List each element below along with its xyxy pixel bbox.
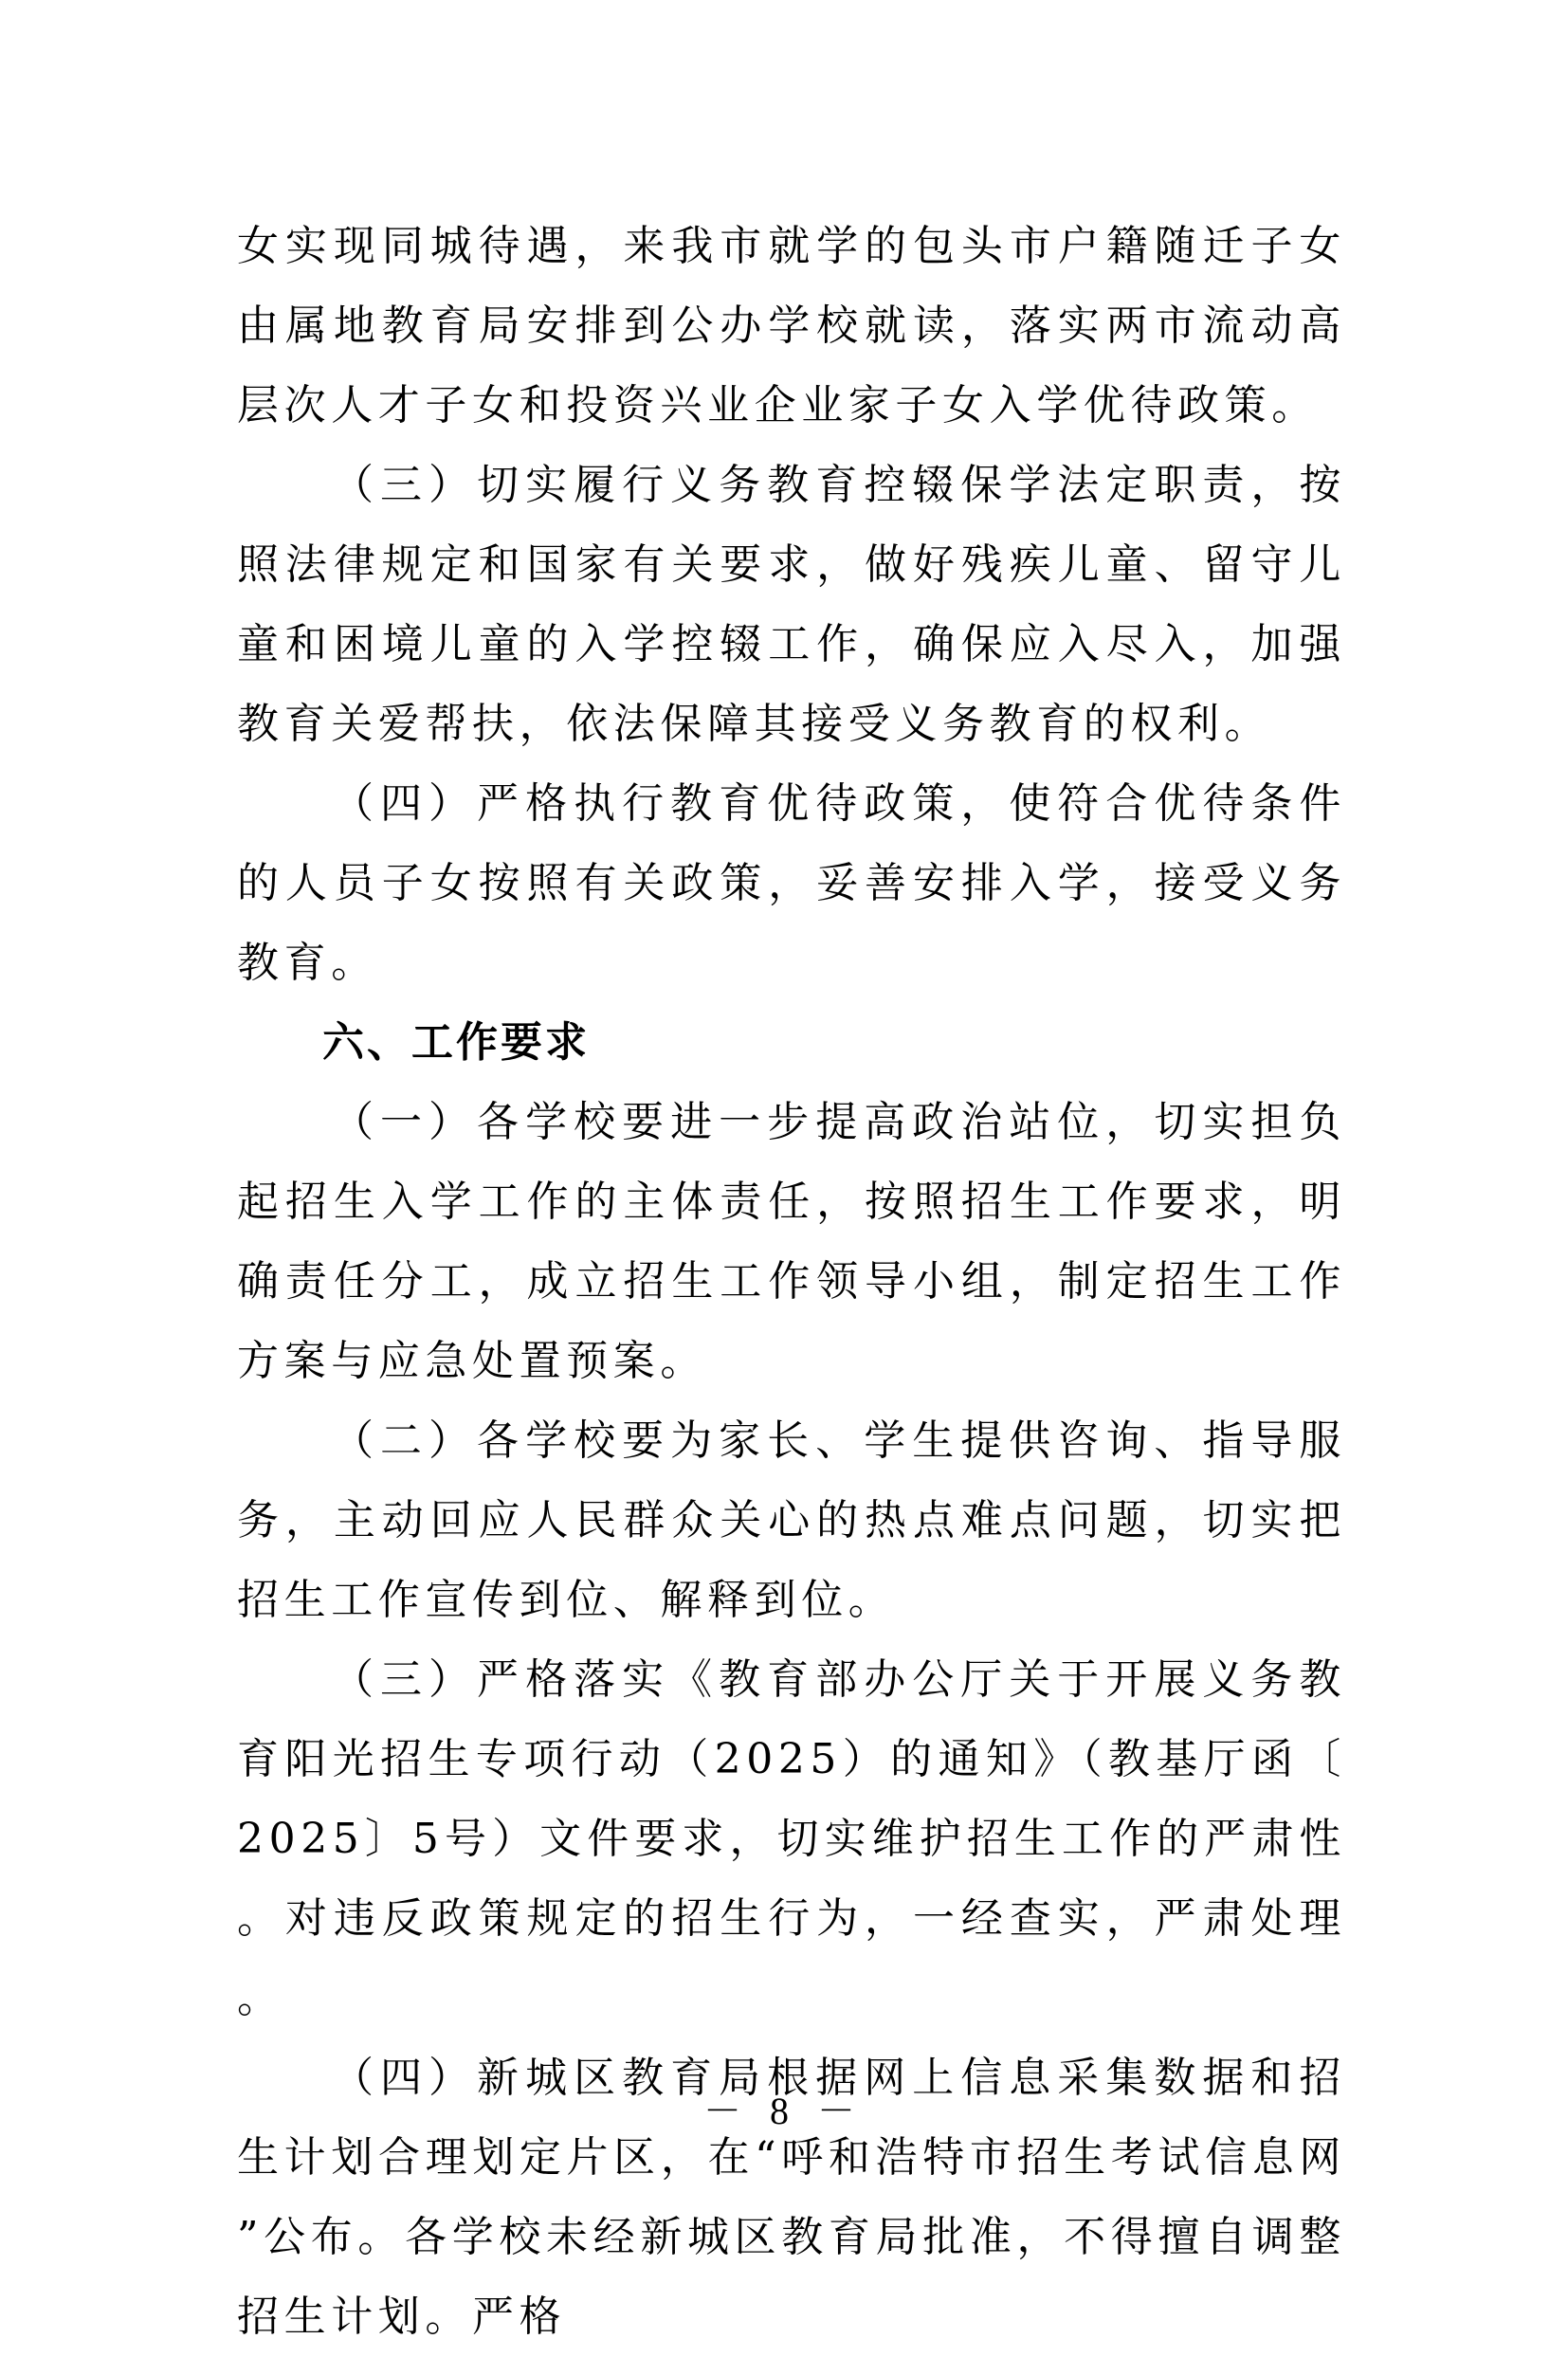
document-body: [237, 207, 1346, 2357]
paragraph-item-3-dropout-control: （三）切实履行义务教育控辍保学法定职责，按照法律规定和国家有关要求，做好残疾儿童、留守儿童和困境儿童的入学控辍工作，确保应入尽入，加强教育关爱帮扶，依法保障其接受义务教育的权利。: [237, 461, 1346, 748]
page-number: － 8 －: [703, 2090, 865, 2132]
paragraph-requirement-4: （四）新城区教育局根据网上信息采集数据和招生计划合理划定片区，在“呼和浩特市招生考试信息网”公布。各学校未经新城区教育局批准，不得擅自调整招生计划。严格: [237, 2054, 1346, 2341]
paragraph-continuation: 女实现同城待遇，来我市就学的包头市户籍随迁子女由属地教育局安排到公办学校就读，落实两市流动高层次人才子女和投资兴业企业家子女入学优待政策。: [237, 222, 1346, 429]
paragraph-item-4-preferential-policy: （四）严格执行教育优待政策，使符合优待条件的人员子女按照有关政策，妥善安排入学，接受义务教育。: [237, 779, 1346, 987]
section-heading-work-requirements: 六、工作要求: [322, 1018, 590, 1067]
paragraph-requirement-2: （二）各学校要为家长、学生提供咨询、指导服务，主动回应人民群众关心的热点难点问题，切实把招生工作宣传到位、解释到位。: [237, 1416, 1346, 1624]
paragraph-requirement-3: （三）严格落实《教育部办公厅关于开展义务教育阳光招生专项行动（2025）的通知》（教基厅函〔2025〕5号）文件要求，切实维护招生工作的严肃性。对违反政策规定的招生行为，一经查实，严肃处理。: [237, 1655, 1346, 2022]
paragraph-requirement-1: （一）各学校要进一步提高政治站位，切实担负起招生入学工作的主体责任，按照招生工作要求，明确责任分工，成立招生工作领导小组，制定招生工作方案与应急处置预案。: [237, 1098, 1346, 1385]
